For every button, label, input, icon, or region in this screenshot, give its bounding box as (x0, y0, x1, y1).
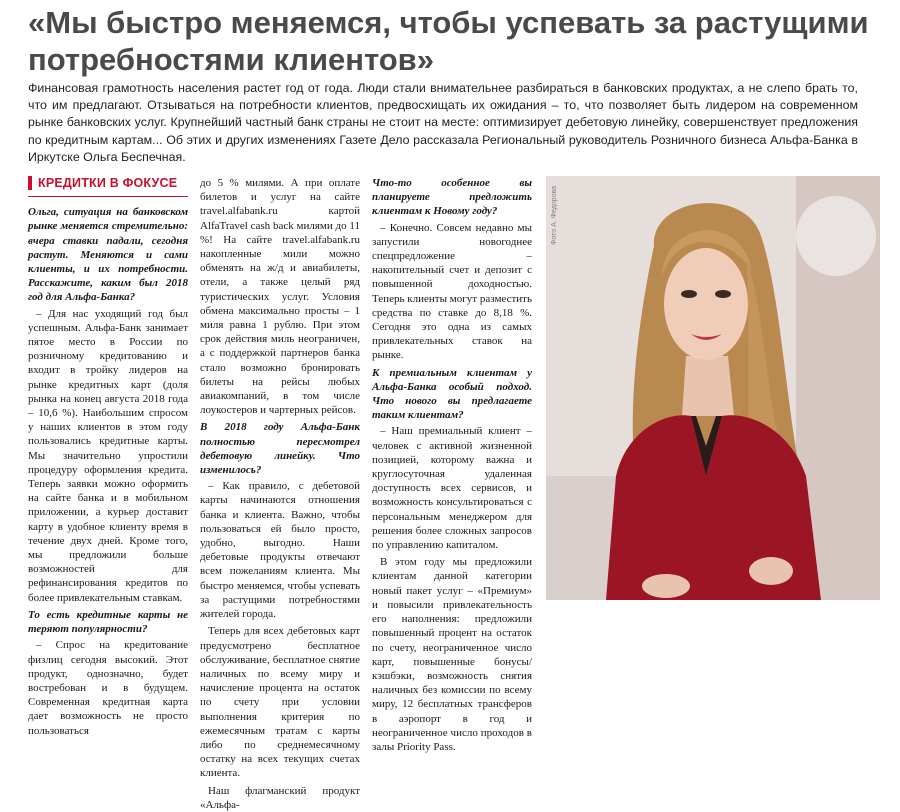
lead-paragraph: Финансовая грамотность населения растет год от года. Люди стали внимательнее разбираться в банковских продуктах, а не слепо брать то, что им предлагают. Отзываться на потребности клиентов, предвосхищать их ожидания – то, что позволяет быть лидером на современном рынке банковских услуг. Крупнейший частный банк страны не стоит на месте: оптимизирует дебетовую линейку, совершенствует предложения по кредитным картам... Об этих и других изменениях Газете Дело рассказала Региональный руководитель Розничного бизнеса Альфа-Банка в Иркутске Ольга Беспечная. (28, 81, 858, 164)
answer: – Как правило, с дебетовой карты начинаются отношения банка и клиента. Важно, чтобы пользоваться ей было просто, удобно, выгодно. Наши дебетовые продукты отвечают всем пожеланиям клиента. Мы быстро меняемся, чтобы успевать за растущими потребностями жителей города. (200, 480, 360, 621)
answer: Теперь для всех дебетовых карт предусмотрено бесплатное обслуживание, бесплатное снятие наличных по всему миру и начисление процента на остаток по счету при условии выполнения критерия по ежемесячным тратам с карты либо по среднемесячному остатку на всех текущих счетах клиента. (200, 625, 360, 780)
column-1 (28, 176, 188, 737)
column-3 (372, 176, 532, 753)
rubric-label: КРЕДИТКИ В ФОКУСЕ (38, 176, 178, 190)
answer: до 5 % милями. А при оплате билетов и услуг на сайте travel.alfabank.ru картой AlfaTravel cash back милями до 11 %! На сайте travel.alfabank.ru накопленные мили можно обменять на ж/д и авиабилеты, отели, а также целый ряд туристических услуг. Условия обмена максимально просты – 1 миля равна 1 рублю. При этом срок действия миль неограничен, а с поддержкой партнеров банка стало возможно бронировать билеты на рейсы любых авиакомпаний, в том числе лоукостеров и чартерных рейсов. (200, 177, 360, 417)
rubric (28, 176, 188, 190)
photo-credit: Фото А. Федорова (551, 186, 558, 245)
question: Что-то особенное вы планируете предложить клиентам к Новому году? (372, 177, 532, 218)
question: Ольга, ситуация на банковском рынке меняется стремительно: вчера ставки падали, сегодня растут. Меняются и сами клиенты, и их потребности. Расскажите, каким был 2018 год для Альфа-Банка? (28, 206, 188, 304)
rubric-divider (28, 196, 188, 197)
answer: – Наш премиальный клиент – человек с активной жизненной позицией, которому важна и круглосуточная удаленная доступность всех сервисов, и возможность консультироваться с персональным менеджером для решения более сложных запросов по управлению капиталом. (372, 425, 532, 552)
answer: В этом году мы предложили клиентам данной категории новый пакет услуг – «Премиум» и повысили привлекательность его наполнения: предложили повышенный процент на остаток по счету, неограниченное число карт, повышенные бонусы/кэшбэки, возможность снятия наличных без комиссии по всему миру, 12 бесплатных трансферов в аэропорт в год и неограниченное число проходов в залы Priority Pass. (372, 556, 532, 753)
answer: – Для нас уходящий год был успешным. Альфа-Банк занимает пятое место в России по розничному кредитованию и входит в тройку лидеров на рынке кредитных карт (доля рынка на конец августа 2018 года – 10,6 %). Наибольшим спросом у наших клиентов в этом году пользовались кредитные карты. Мы значительно упростили процедуру оформления кредита. Теперь заявки можно оформить на сайте банка и в мобильном приложении, а курьер доставит карту в удобное клиенту время в течение двух дней. Кроме того, мы предложили больше возможностей для рефинансирования кредитов по более привлекательным ставкам. (28, 307, 188, 604)
question: В 2018 году Альфа-Банк полностью пересмотрел дебетовую линейку. Что изменилось? (200, 421, 360, 477)
answer: – Конечно. Совсем недавно мы запустили новогоднее спецпредложение – накопительный счет и депозит с повышенной доходностью. Теперь клиенты могут разместить средства по ставке до 8,18 %. Сегодня это одна из самых привлекательных ставок на рынке. (372, 221, 532, 362)
rubric-marker (28, 176, 32, 190)
column-2 (200, 176, 360, 811)
question: К премиальным клиентам у Альфа-Банка особый подход. Что нового вы предлагаете таким клиентам? (372, 366, 532, 422)
portrait-illustration (546, 176, 880, 600)
headline: «Мы быстро меняемся, чтобы успевать за растущими потребностями клиентов» (28, 5, 869, 77)
answer: Наш флагманский продукт «Альфа- (200, 784, 360, 811)
portrait-photo (546, 176, 880, 600)
question: То есть кредитные карты не теряют популярности? (28, 608, 188, 636)
answer: – Спрос на кредитование физлиц сегодня высокий. Этот продукт, однозначно, будет востребован и в будущем. Современная кредитная карта дает возможность не просто пользоваться (28, 639, 188, 737)
